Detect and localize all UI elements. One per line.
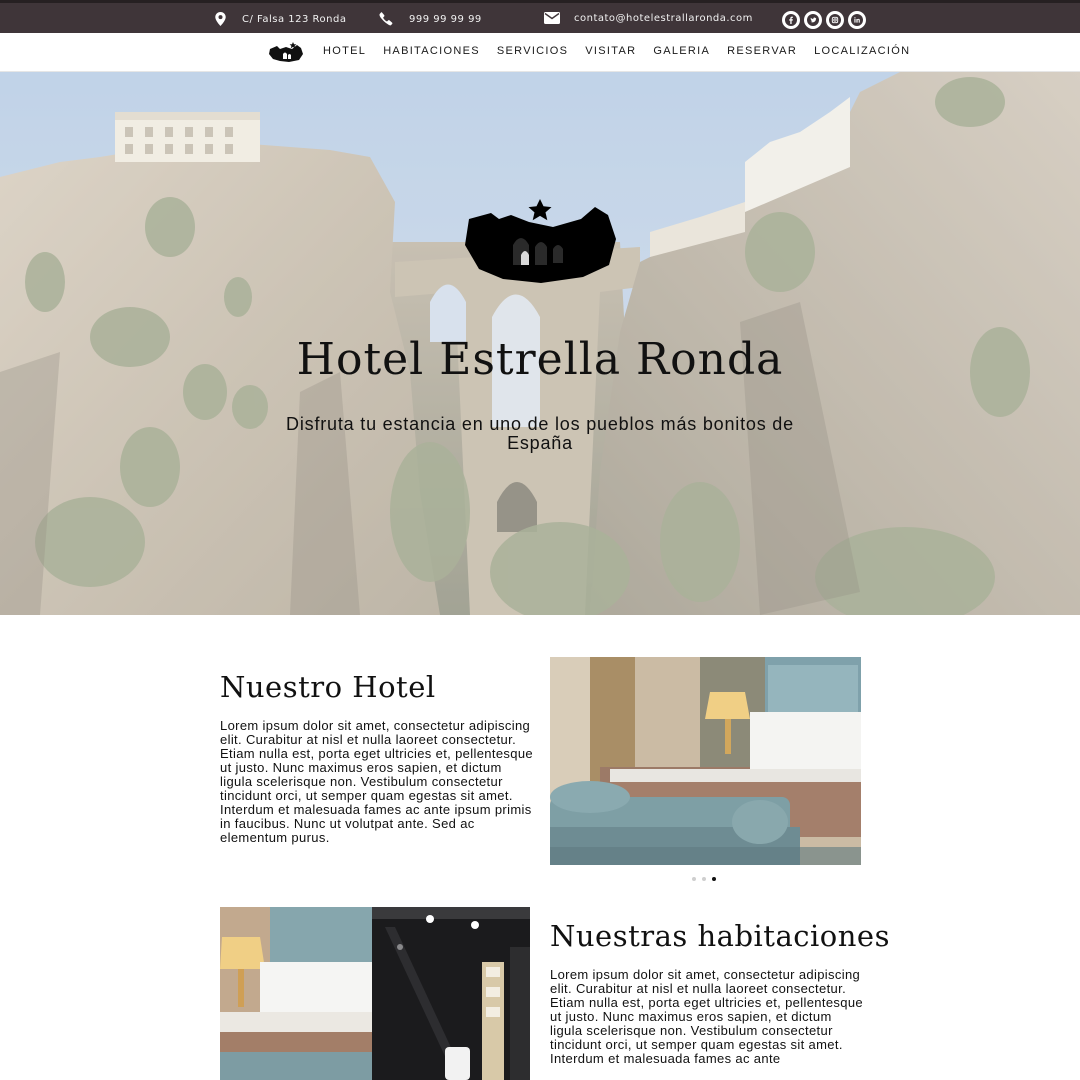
top-contact-bar: [0, 0, 1080, 33]
rooms-photo[interactable]: [220, 907, 530, 1080]
social-links: [782, 11, 866, 29]
address-text: C/ Falsa 123 Ronda: [242, 13, 347, 25]
hotel-section-text: Lorem ipsum dolor sit amet, consectetur adipiscing elit. Curabitur at nisl et nulla laoreet consectetur. Etiam nulla est, porta eget ultricies et, pellentesque ut justo. Nunc maximus eros sapien, et dictum ligula scelerisque non. Vestibulum consectetur tincidunt orci, ut semper quam egestas sit amet. Interdum et malesuada fames ac ante ipsum primis in faucibus. Nunc ut volutpat ante. Sed ac elementum purus.: [220, 718, 534, 845]
nav-item-galeria[interactable]: GALERIA: [653, 45, 711, 57]
carousel-dot-3[interactable]: [712, 877, 716, 881]
email-text: contato@hotelestrallaronda.com: [574, 12, 753, 24]
email-contact[interactable]: [544, 12, 753, 24]
facebook-icon[interactable]: [782, 11, 800, 29]
main-navigation: [0, 33, 1080, 72]
hero-subtitle: Disfruta tu estancia en uno de los pueblos más bonitos de España: [286, 414, 794, 453]
carousel-dot-1[interactable]: [692, 877, 696, 881]
phone-icon: [379, 12, 393, 26]
hotel-room-photo[interactable]: [550, 657, 861, 865]
envelope-icon: [544, 12, 560, 24]
address-contact: [215, 12, 346, 26]
nav-item-reservar[interactable]: RESERVAR: [727, 45, 798, 57]
hero-title: Hotel Estrella Ronda: [296, 334, 784, 385]
instagram-icon[interactable]: [826, 11, 844, 29]
hotel-logo-icon[interactable]: [268, 41, 304, 67]
hero-banner: [0, 72, 1080, 615]
rooms-image: [220, 907, 530, 1080]
location-pin-icon: [215, 12, 226, 26]
nav-item-hotel[interactable]: HOTEL: [323, 45, 367, 57]
phone-text: 999 99 99 99: [409, 13, 482, 25]
twitter-icon[interactable]: [804, 11, 822, 29]
nav-item-localizacion[interactable]: LOCALIZACIÓN: [814, 45, 911, 57]
hero-logo-icon: [463, 197, 618, 287]
carousel-dot-2[interactable]: [702, 877, 706, 881]
carousel-indicators: [692, 877, 716, 881]
phone-contact[interactable]: [379, 12, 482, 26]
rooms-section-title: Nuestras habitaciones: [550, 919, 890, 953]
hotel-room-image: [550, 657, 861, 865]
nav-menu: [323, 45, 927, 57]
nav-item-servicios[interactable]: SERVICIOS: [496, 45, 569, 57]
nav-item-habitaciones[interactable]: HABITACIONES: [383, 45, 480, 57]
nav-item-visitar[interactable]: VISITAR: [585, 45, 637, 57]
linkedin-icon[interactable]: [848, 11, 866, 29]
rooms-section-text: Lorem ipsum dolor sit amet, consectetur adipiscing elit. Curabitur at nisl et nulla laoreet consectetur. Etiam nulla est, porta eget ultricies et, pellentesque ut justo. Nunc maximus eros sapien, et dictum ligula scelerisque non. Vestibulum consectetur tincidunt orci, ut semper quam egestas sit amet. Interdum et malesuada fames ac ante: [550, 967, 864, 1066]
hotel-section-title: Nuestro Hotel: [220, 670, 436, 704]
